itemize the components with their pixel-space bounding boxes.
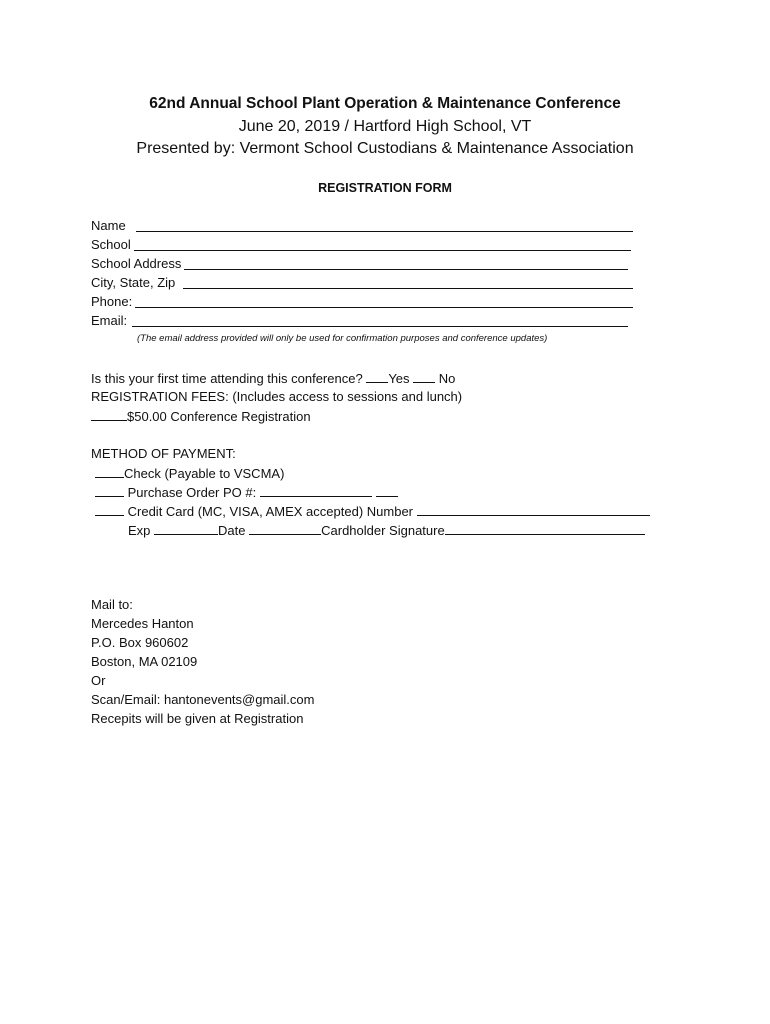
po-row — [95, 484, 398, 501]
credit-label: Credit Card (MC, VISA, AMEX accepted) Number — [127, 504, 413, 519]
card-number-field[interactable] — [417, 503, 650, 516]
signature-field[interactable] — [445, 522, 645, 535]
fee-blank[interactable] — [91, 408, 127, 421]
po-number-field[interactable] — [260, 484, 372, 497]
name-label: Name — [91, 218, 126, 233]
credit-option-blank[interactable] — [95, 503, 124, 516]
check-blank[interactable] — [95, 465, 124, 478]
first-time-question-row — [91, 370, 455, 387]
check-label: Check (Payable to VSCMA) — [124, 466, 285, 481]
first-time-question: Is this your first time attending this conference? — [91, 371, 363, 386]
school-address-label: School Address — [91, 256, 182, 271]
scan-email: Scan/Email: hantonevents@gmail.com — [91, 692, 315, 707]
no-label: No — [438, 371, 456, 386]
exp-label: Exp — [128, 523, 151, 538]
receipts-note: Recepits will be given at Registration — [91, 711, 304, 726]
mail-name: Mercedes Hanton — [91, 616, 194, 631]
form-title: REGISTRATION FORM — [318, 181, 452, 195]
credit-row — [95, 503, 650, 520]
mail-box: P.O. Box 960602 — [91, 635, 189, 650]
no-blank[interactable] — [413, 370, 435, 383]
mail-or: Or — [91, 673, 106, 688]
mail-heading: Mail to: — [91, 597, 133, 612]
city-state-zip-field[interactable] — [183, 288, 633, 289]
school-label: School — [91, 237, 131, 252]
mail-city: Boston, MA 02109 — [91, 654, 198, 669]
city-state-zip-label: City, State, Zip — [91, 275, 176, 290]
signature-label: Cardholder Signature — [321, 523, 445, 538]
date-location: June 20, 2019 / Hartford High School, VT — [238, 118, 532, 135]
fees-heading: REGISTRATION FEES: (Includes access to sessions and lunch) — [91, 389, 463, 404]
email-label: Email: — [91, 313, 128, 328]
po-option-blank[interactable] — [95, 484, 124, 497]
yes-label: Yes — [388, 371, 410, 386]
date-label: Date — [218, 523, 246, 538]
exp-field[interactable] — [154, 522, 218, 535]
school-address-field[interactable] — [184, 269, 628, 270]
phone-field[interactable] — [135, 307, 633, 308]
fee-row — [91, 408, 311, 425]
email-field[interactable] — [132, 326, 628, 327]
yes-blank[interactable] — [366, 370, 388, 383]
po-label: Purchase Order PO #: — [127, 485, 257, 500]
fee-item: $50.00 Conference Registration — [127, 409, 311, 424]
school-field[interactable] — [134, 250, 631, 251]
exp-row — [128, 522, 645, 539]
presenter: Presented by: Vermont School Custodians & Maintenance Association — [136, 140, 634, 157]
po-number-field-extra[interactable] — [376, 484, 398, 497]
check-row — [95, 465, 284, 482]
email-note: (The email address provided will only be used for confirmation purposes and conference updates) — [137, 333, 548, 344]
phone-label: Phone: — [91, 294, 133, 309]
date-field[interactable] — [249, 522, 321, 535]
name-field[interactable] — [136, 231, 633, 232]
payment-heading: METHOD OF PAYMENT: — [91, 446, 236, 461]
conference-title: 62nd Annual School Plant Operation & Maintenance Conference — [149, 95, 621, 112]
